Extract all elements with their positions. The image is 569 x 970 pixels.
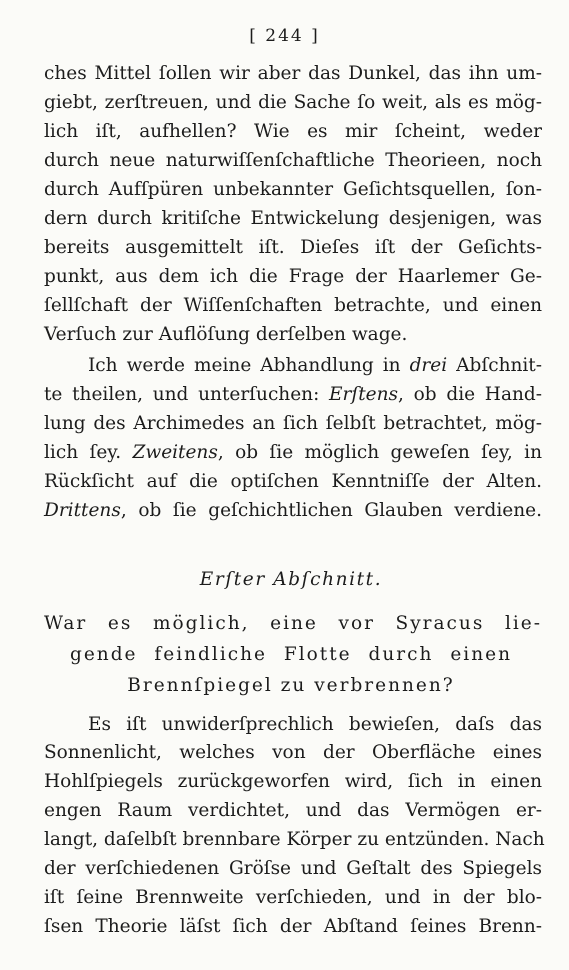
- text-line: giebt, zerſtreuen, und die Sache ſo weit, als es mög-: [44, 92, 542, 113]
- text-line: Rückſicht auf die optiſchen Kenntniſſe der Alten.: [44, 471, 542, 492]
- text-line: dern durch kritiſche Entwickelung desjenigen, was: [44, 208, 542, 229]
- section-question-line: War es möglich, eine vor Syracus lie-: [44, 613, 542, 634]
- text-line: ſellſchaft der Wiſſenſchaften betrachte, und einen: [44, 295, 542, 316]
- text-line: Ich werde meine Abhandlung in drei Abſchnit-: [88, 355, 542, 376]
- text-line: lich ſey. Zweitens, ob ſie möglich geweſen ſey, in: [44, 442, 542, 463]
- text-line: ſsen Theorie läſst ſich der Abſtand ſeines Brenn-: [44, 916, 542, 937]
- text-line: langt, daſelbſt brennbare Körper zu entzünden. Nach: [44, 829, 545, 850]
- text-line: engen Raum verdichtet, und das Vermögen er-: [44, 800, 542, 821]
- text-line: bereits ausgemittelt iſt. Dieſes iſt der Geſichts-: [44, 237, 542, 258]
- section-title: Erſter Abſchnitt.: [199, 569, 383, 590]
- emphasis: Zweitens: [132, 442, 218, 463]
- text-line: Hohlſpiegels zurückgeworfen wird, ſich in einen: [44, 771, 542, 792]
- text-line: te theilen, und unterſuchen: Erſtens, ob die Hand-: [44, 384, 542, 405]
- text-line: lung des Archimedes an ſich ſelbſt betrachtet, mög-: [44, 413, 542, 434]
- text-line: punkt, aus dem ich die Frage der Haarlemer Ge-: [44, 266, 542, 287]
- text-line: durch Aufſpüren unbekannter Geſichtsquellen, ſon-: [44, 179, 542, 200]
- emphasis: drei: [409, 355, 448, 376]
- emphasis: Erſtens: [329, 384, 399, 405]
- text-line: Sonnenlicht, welches von der Oberfläche eines: [44, 742, 542, 763]
- section-question-line: gende feindliche Flotte durch einen: [70, 644, 512, 665]
- page-number: [ 244 ]: [249, 26, 320, 46]
- section-question-line: Brennſpiegel zu verbrennen?: [127, 675, 455, 696]
- text-line: iſt ſeine Brennweite verſchieden, und in der blo-: [44, 887, 542, 908]
- text-line: Es iſt unwiderſprechlich bewieſen, daſs das: [88, 714, 542, 735]
- text-line: Verſuch zur Auflöſung derſelben wage.: [44, 324, 408, 345]
- emphasis: Drittens: [44, 500, 121, 521]
- text-line: der verſchiedenen Gröſse und Geſtalt des Spiegels: [44, 858, 542, 879]
- text-line: durch neue naturwiſſenſchaftliche Theorieen, noch: [44, 150, 542, 171]
- text-line: Drittens, ob ſie geſchichtlichen Glauben verdiene.: [44, 500, 542, 521]
- text-line: lich iſt, aufhellen? Wie es mir ſcheint, weder: [44, 121, 542, 142]
- text-line: ches Mittel ſollen wir aber das Dunkel, das ihn um-: [44, 63, 542, 84]
